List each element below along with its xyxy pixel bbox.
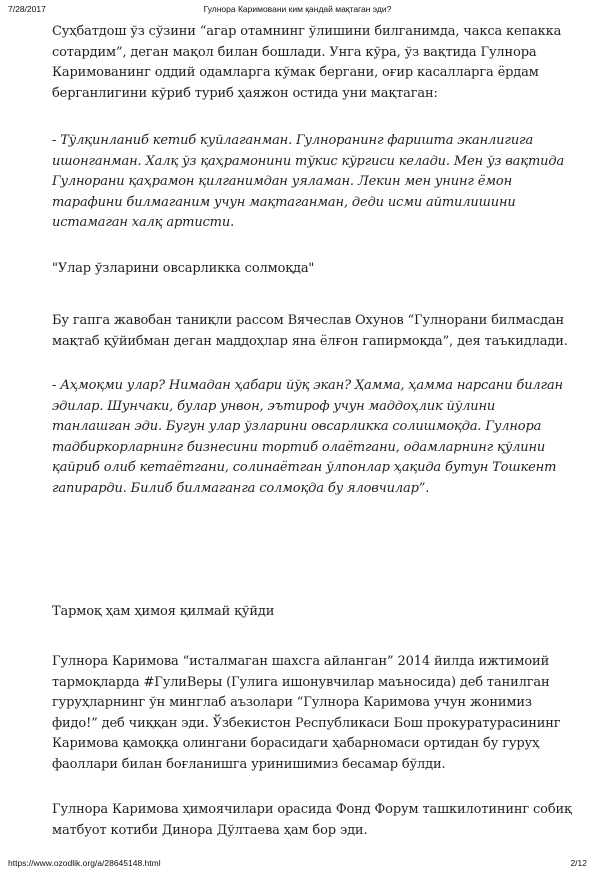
- article-quote-okhunov: - Аҳмоқми улар? Нимадан ҳабари йўқ экан? Ҳамма, ҳамма нарсани билган эдилар. Шунчаки, булар унвон, эътироф учун маддоҳлик йўлини танлашган эди. Бугун улар ўзларини овсарликка солишмоқда. Гулнора тадбиркорларнинг бизнесини тортиб олаётгани, одамларнинг қўлини қайриб олиб кетаётгани, солинаётган ўлпонлар ҳақида бутун Тошкент гапирарди. Билиб билмаганга солмоқда бу яловчилар”.: [52, 378, 563, 496]
- article-subheading-network: Тармоқ ҳам ҳимоя қилмай қўйди: [52, 604, 275, 619]
- article-paragraph-okhunov: Бу гапга жавобан таниқли рассом Вячеслав Охунов “Гулнорани билмасдан мақтаб қўйибман деган маддоҳлар яна ёлғон гапирмоқда”, дея таъкидлади.: [52, 313, 568, 349]
- article-paragraph-intro: Суҳбатдош ўз сўзини “агар отамнинг ўлишини билганимда, чакса кепакка сотардим”, деган мақол билан бошлади. Унга кўра, ўз вақтида Гулнора Каримованинг оддий одамларга кўмак бергани, оғир касалларга ёрдам берганлигини кўриб туриб ҳаяжон остида уни мақтаган:: [52, 24, 562, 101]
- print-footer: [8, 858, 587, 872]
- print-page-title: Гулнора Каримовани ким қандай мақтаган эди?: [203, 4, 392, 14]
- article-subheading-ovsarlik: "Улар ўзларини овсарликка солмоқда": [52, 261, 315, 276]
- print-date: 7/28/2017: [8, 4, 46, 14]
- article-paragraph-gulivery: Гулнора Каримова “исталмаган шахсга айланган” 2014 йилда ижтимоий тармоқларда #ГулиВеры (Гулига ишонувчилар маъносида) деб танилган гуруҳларнинг ўн минглаб аъзолари “Гулнора Каримова учун жонимиз фидо!” деб чиққан эди. Ўзбекистон Республикаси Бош прокуратурасининг Каримова қамоққа олингани борасидаги ҳабарномаси ортидан бу гуруҳ фаоллари билан боғланишга уринишимиз бесамар бўлди.: [52, 654, 561, 772]
- print-page-number: 2/12: [570, 858, 587, 868]
- article-paragraph-defenders: Гулнора Каримова ҳимоячилари орасида Фонд Форум ташкилотининг собиқ матбуот котиби Динора Дўлтаева ҳам бор эди.: [52, 802, 572, 838]
- print-url: https://www.ozodlik.org/a/28645148.html: [8, 858, 161, 868]
- article-quote-artist: - Тўлқинланиб кетиб куйлаганман. Гулноранинг фаришта эканлигига ишонганман. Халқ ўз қаҳрамонини тўкис кўргиси келади. Мен ўз вақтида Гулнорани қаҳрамон қилганимдан уяламан. Лекин мен унинг ёмон тарафини билмаганим учун мақтаганман, деди исми айтилишини истамаган халқ артисти.: [52, 133, 565, 230]
- print-header: [8, 4, 587, 18]
